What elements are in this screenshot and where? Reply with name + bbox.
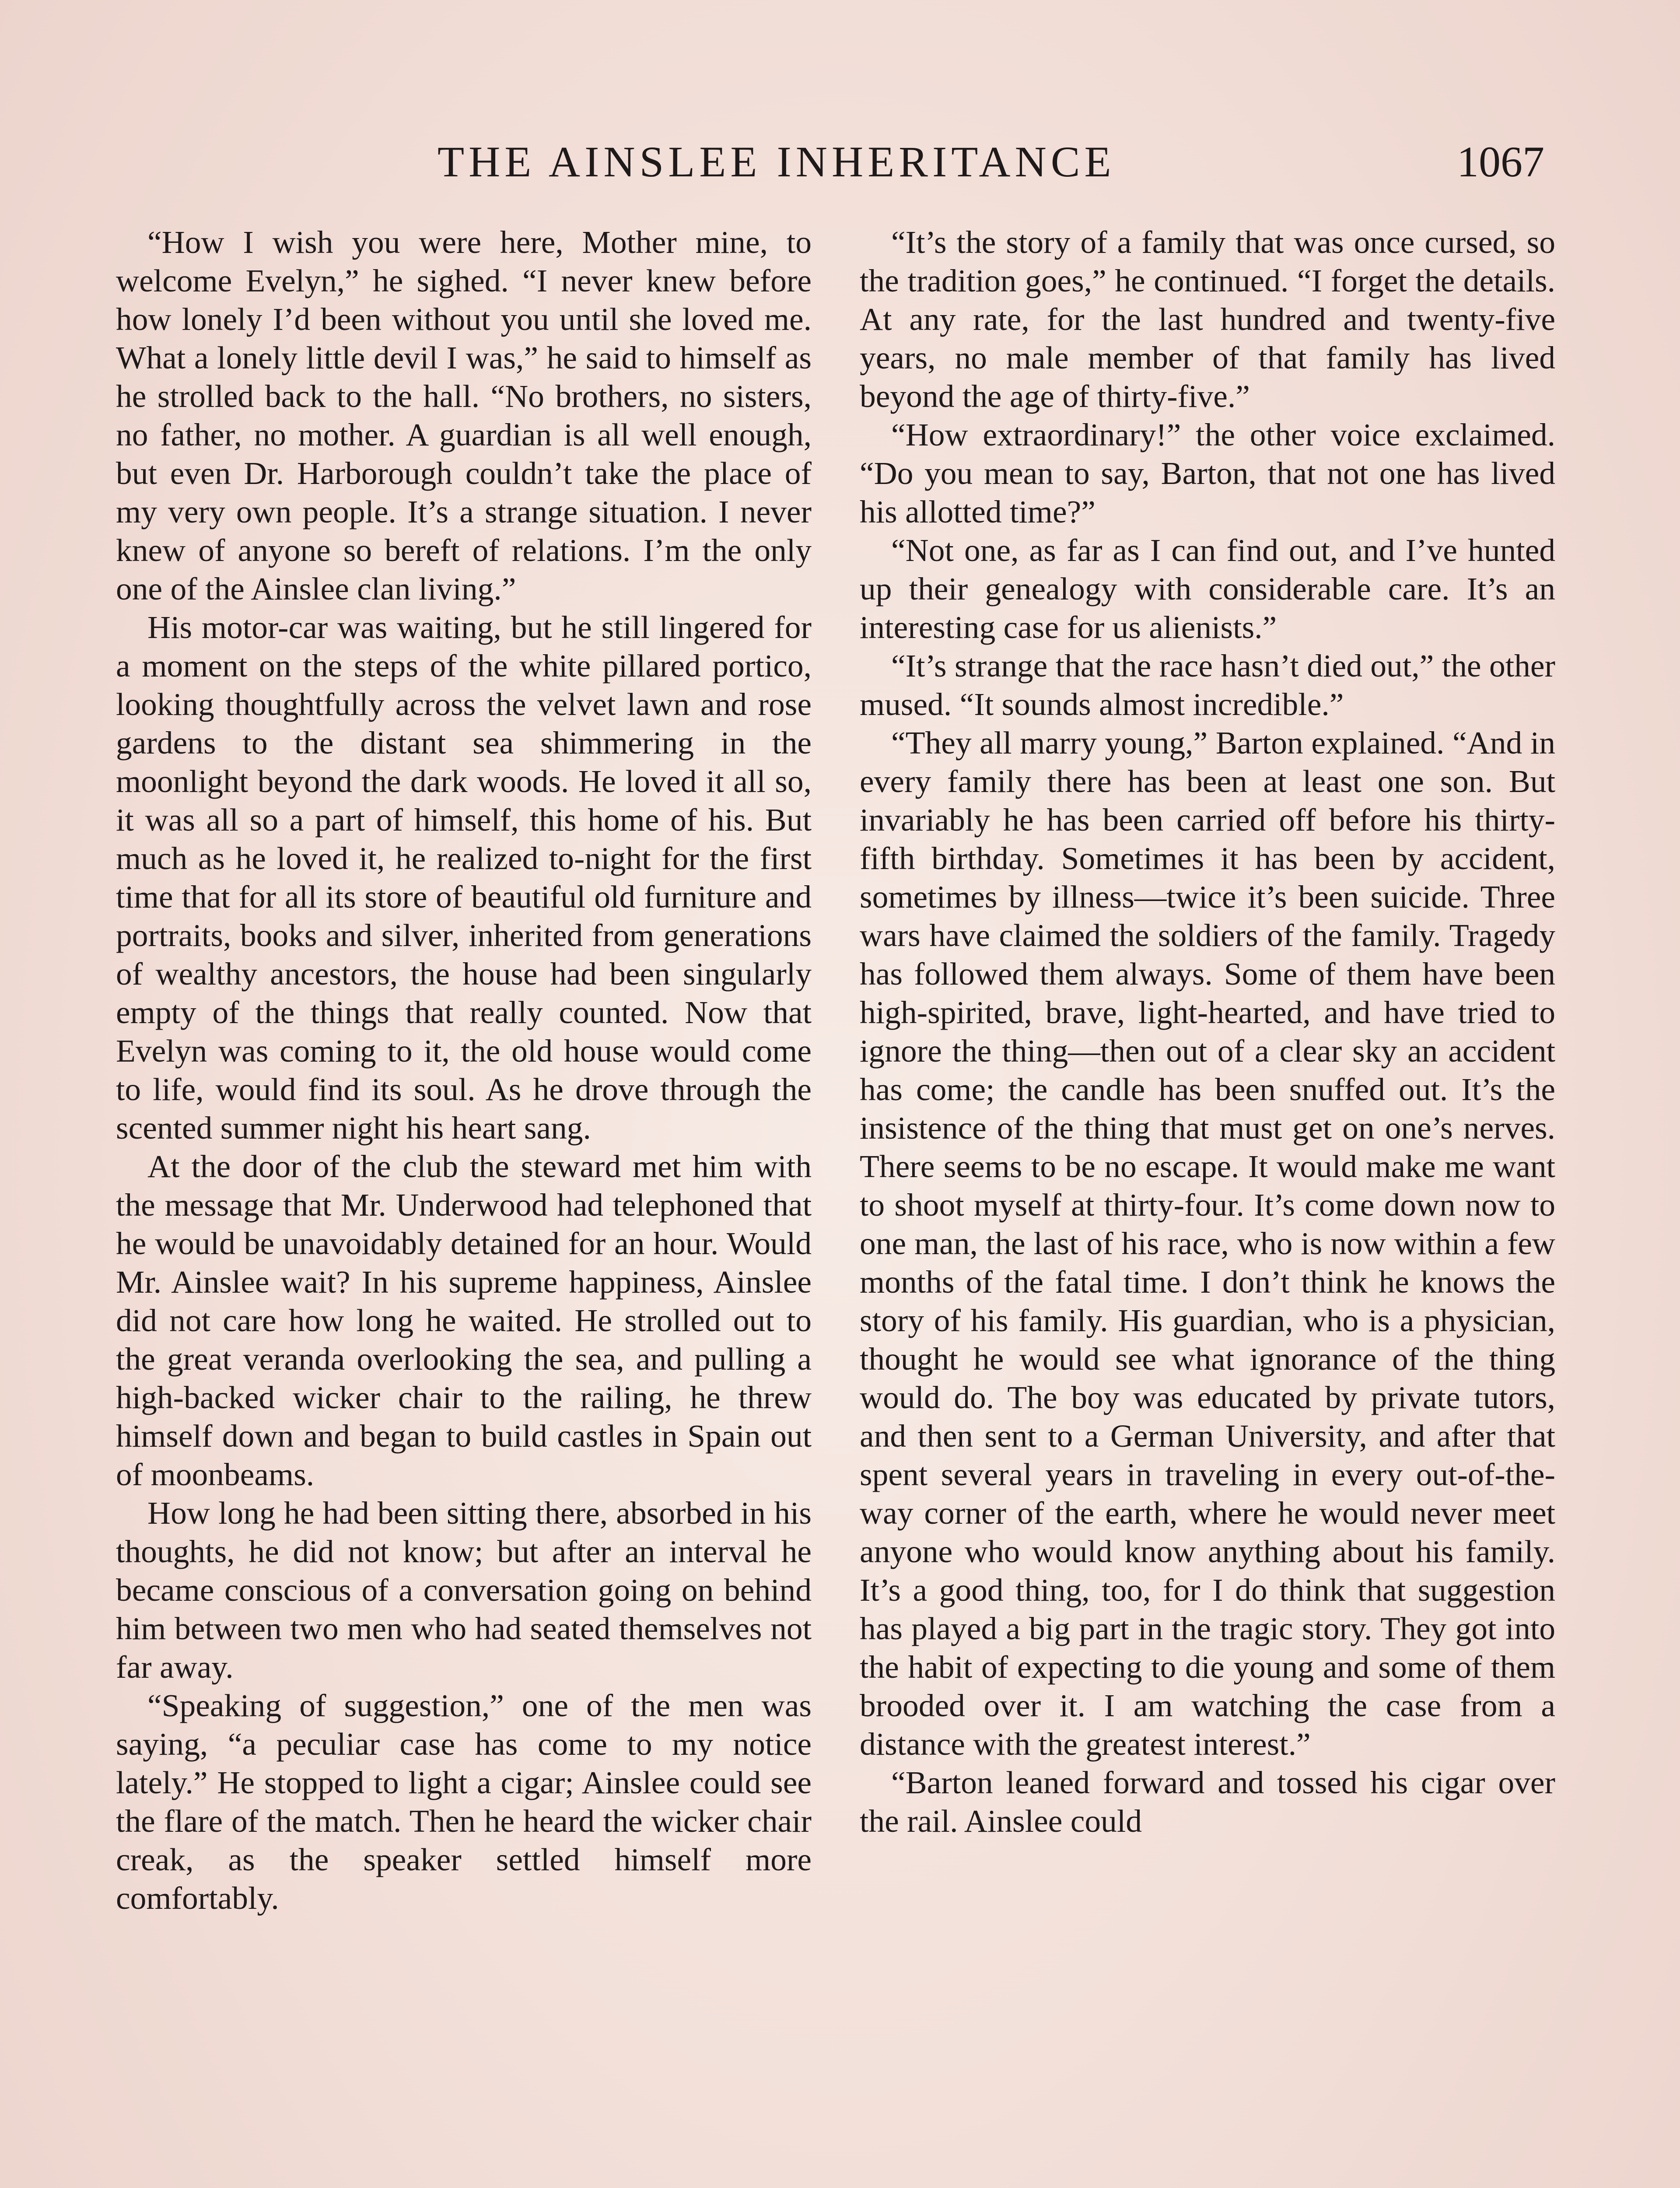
paragraph: How long he had been sitting there, absorbed in his thoughts, he did not know; but after an interval he became conscious of a conversation going on behind him between two men who had seated themselves not far away. bbox=[116, 1495, 812, 1685]
running-title: THE AINSLEE INHERITANCE bbox=[438, 137, 1116, 186]
left-column bbox=[116, 223, 812, 1918]
paragraph: At the door of the club the steward met him with the message that Mr. Underwood had telephoned that he would be unavoidably detained for an hour. Would Mr. Ainslee wait? In his supreme happiness, Ainslee did not care how long he waited. He strolled out to the great veranda overlooking the sea, and pulling a high-backed wicker chair to the railing, he threw himself down and began to build castles in Spain out of moonbeams. bbox=[116, 1149, 812, 1492]
page-number: 1067 bbox=[1457, 137, 1544, 186]
right-column bbox=[860, 223, 1555, 1841]
paragraph: “Not one, as far as I can find out, and I’ve hunted up their genealogy with considerable care. It’s an interesting case for us alienists.” bbox=[860, 533, 1555, 645]
paragraph: “Speaking of suggestion,” one of the men was saying, “a peculiar case has come to my notice lately.” He stopped to light a cigar; Ainslee could see the flare of the match. Then he heard the wicker chair creak, as the speaker settled himself more comfortably. bbox=[116, 1688, 812, 1916]
paragraph: “They all marry young,” Barton explained. “And in every family there has been at least one son. But invariably he has been carried off before his thirty-fifth birthday. Sometimes it has been by accident, sometimes by illness—twice it’s been suicide. Three wars have claimed the soldiers of the family. Tragedy has followed them always. Some of them have been high-spirited, brave, light-hearted, and have tried to ignore the thing—then out of a clear sky an accident has come; the candle has been snuffed out. It’s the insistence of the thing that must get on one’s nerves. There seems to be no escape. It would make me want to shoot myself at thirty-four. It’s come down now to one man, the last of his race, who is now within a few months of the fatal time. I don’t think he knows the story of his family. His guardian, who is a physician, thought he would see what ignorance of the thing would do. The boy was educated by private tutors, and then sent to a German University, and after that spent several years in traveling in every out-of-the-way corner of the earth, where he would never meet anyone who would know anything about his family. It’s a good thing, too, for I do think that suggestion has played a big part in the tragic story. They got into the habit of expecting to die young and some of them brooded over it. I am watching the case from a distance with the greatest interest.” bbox=[860, 725, 1555, 1762]
paragraph: “It’s strange that the race hasn’t died out,” the other mused. “It sounds almost incredible.” bbox=[860, 648, 1555, 722]
running-header bbox=[0, 131, 1680, 193]
paragraph: “How I wish you were here, Mother mine, to welcome Evelyn,” he sighed. “I never knew before how lonely I’d been without you until she loved me. What a lonely little devil I was,” he said to himself as he strolled back to the hall. “No brothers, no sisters, no father, no mother. A guardian is all well enough, but even Dr. Harborough couldn’t take the place of my very own people. It’s a strange situation. I never knew of anyone so bereft of relations. I’m the only one of the Ainslee clan living.” bbox=[116, 224, 812, 607]
paragraph: “How extraordinary!” the other voice exclaimed. “Do you mean to say, Barton, that not one has lived his allotted time?” bbox=[860, 417, 1555, 529]
paragraph: His motor-car was waiting, but he still lingered for a moment on the steps of the white pillared portico, looking thoughtfully across the velvet lawn and rose gardens to the distant sea shimmering in the moonlight beyond the dark woods. He loved it all so, it was all so a part of himself, this home of his. But much as he loved it, he realized to-night for the first time that for all its store of beautiful old furniture and portraits, books and silver, inherited from generations of wealthy ancestors, the house had been singularly empty of the things that really counted. Now that Evelyn was coming to it, the old house would come to life, would find its soul. As he drove through the scented summer night his heart sang. bbox=[116, 610, 812, 1146]
paragraph: “Barton leaned forward and tossed his cigar over the rail. Ainslee could bbox=[860, 1765, 1555, 1839]
paragraph: “It’s the story of a family that was once cursed, so the tradition goes,” he continued. “I forget the details. At any rate, for the last hundred and twenty-five years, no male member of that family has lived beyond the age of thirty-five.” bbox=[860, 224, 1555, 414]
